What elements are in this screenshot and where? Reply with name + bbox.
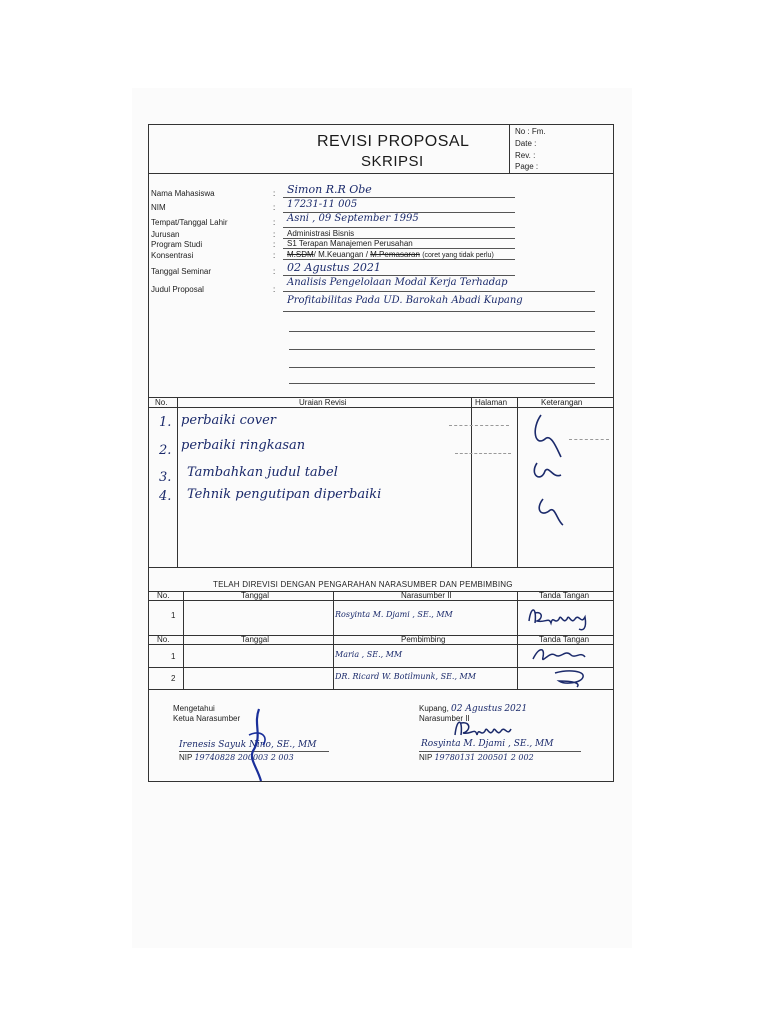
revisi-no-2: 2.	[159, 443, 172, 458]
revisi-item-1: perbaiki cover	[181, 413, 276, 428]
narasumber-label: Narasumber II	[419, 714, 470, 723]
keterangan-paraf-marks	[527, 409, 597, 529]
nama-label: Nama Mahasiswa	[151, 189, 215, 198]
ttl-value: Asni , 09 September 1995	[287, 213, 419, 224]
form-title-line2: SKRIPSI	[361, 153, 424, 170]
ttl-label: Tempat/Tanggal Lahir	[151, 218, 228, 227]
pemb-col-no: No.	[157, 635, 170, 644]
nara-footer-name: Rosyinta M. Djami , SE., MM	[421, 739, 554, 749]
meta-rev: Rev. :	[515, 151, 536, 160]
direvisi-heading: TELAH DIREVISI DENGAN PENGARAHAN NARASUMBER DAN PEMBIMBING	[213, 580, 513, 589]
pemb-col-name: Pembimbing	[401, 635, 446, 644]
pemb-row1-name: Maria , SE., MM	[335, 650, 403, 659]
nara-col-name: Narasumber II	[401, 591, 452, 600]
nara-row-name: Rosyinta M. Djami , SE., MM	[335, 610, 453, 619]
konsentrasi-label: Konsentrasi	[151, 251, 194, 260]
ketua-label: Ketua Narasumber	[173, 714, 241, 723]
pembimbing-signatures	[525, 643, 611, 689]
meta-page: Page :	[515, 162, 539, 171]
prodi-value: S1 Terapan Manajemen Perusahan	[287, 239, 413, 248]
nara-row-no: 1	[171, 611, 176, 620]
judul-label: Judul Proposal	[151, 285, 204, 294]
pemb-col-ttd: Tanda Tangan	[539, 635, 590, 644]
nara-col-ttd: Tanda Tangan	[539, 591, 590, 600]
ketua-signature	[209, 695, 299, 785]
revisi-no-3: 3.	[159, 470, 172, 485]
revisi-no-4: 4.	[159, 489, 172, 504]
revisi-col-halaman: Halaman	[475, 398, 508, 407]
nara-signature	[525, 601, 611, 633]
pemb-row1-no: 1	[171, 652, 176, 661]
konsentrasi-value: M.SDM/ M.Keuangan / M.Pemasaran (coret yang tidak perlu)	[287, 250, 494, 259]
meta-date: Date :	[515, 139, 537, 148]
nara-col-tanggal: Tanggal	[241, 591, 270, 600]
meta-no: No : Fm.	[515, 127, 546, 136]
revision-form: REVISI PROPOSAL SKRIPSI No : Fm. Date : Rev. : Page : Nama Mahasiswa : Simon R.R Obe NIM : 17231-11 005 Tempat/Tanggal Lahir : Asni , 09 September 1995 Jurusan : Administrasi Bisnis Program Studi : S1 Terapan Manajemen Perusahan Konsentrasi : M.SDM/ M.Keuangan / M.Pemasaran (coret yang tidak perlu) Tanggal Seminar : 02 Agustus 2021 Judul Proposal : Analisis Pengelolaan Modal Kerja Terhadap Profitabilitas Pada UD. Barokah Abadi Kupang No. Uraian Revisi Halaman Keterangan 1. perbaiki cover 2. perbaiki ringkasan 3. Tambahkan judul tabel 4. Tehnik pengutipan diperbaiki TELAH DIREVISI DENGAN PENGARAHAN NARASUMBER DAN PEMBIMBING No. Tanggal Narasumber II Tanda Tangan 1 Rosyinta M. Djami , SE., MM No. Tanggal Pembimbing Tanda Tangan 1 Maria , SE., MM 2 DR. Ricard W. Botilmunk, SE., MM Mengetahui Ketua Narasumber Irenesis Sayuk Nino, SE., MM NIP 19740828 200003 2 003 Kupang, 02 Agustus 2021 Narasumber II Rosyinta M. Djami , SE., MM NIP 19780131 200501 2 002	[148, 124, 614, 782]
nama-value: Simon R.R Obe	[287, 183, 372, 196]
jurusan-label: Jurusan	[151, 230, 180, 239]
nara-col-no: No.	[157, 591, 170, 600]
ketua-name: Irenesis Sayuk Nino, SE., MM	[179, 740, 317, 750]
revisi-col-keterangan: Keterangan	[541, 398, 583, 407]
revisi-item-4: Tehnik pengutipan diperbaiki	[187, 487, 382, 502]
mengetahui-label: Mengetahui	[173, 704, 215, 713]
nim-value: 17231-11 005	[287, 199, 358, 210]
ketua-nip: NIP 19740828 200003 2 003	[179, 753, 294, 762]
kupang-label: Kupang, 02 Agustus 2021	[419, 704, 528, 714]
prodi-label: Program Studi	[151, 240, 203, 249]
nim-label: NIM	[151, 203, 166, 212]
nara-footer-nip: NIP 19780131 200501 2 002	[419, 753, 534, 762]
pemb-col-tanggal: Tanggal	[241, 635, 270, 644]
seminar-value: 02 Agustus 2021	[287, 261, 381, 274]
pemb-row2-no: 2	[171, 674, 176, 683]
revisi-col-uraian: Uraian Revisi	[299, 398, 347, 407]
revisi-item-3: Tambahkan judul tabel	[187, 465, 338, 480]
judul-line1: Analisis Pengelolaan Modal Kerja Terhadap	[287, 277, 508, 288]
form-title-line1: REVISI PROPOSAL	[317, 133, 470, 150]
revisi-col-no: No.	[155, 398, 168, 407]
revisi-item-2: perbaiki ringkasan	[181, 438, 306, 453]
seminar-label: Tanggal Seminar	[151, 267, 212, 276]
jurusan-value: Administrasi Bisnis	[287, 229, 355, 238]
pemb-row2-name: DR. Ricard W. Botilmunk, SE., MM	[335, 672, 476, 681]
judul-line2: Profitabilitas Pada UD. Barokah Abadi Kupang	[287, 295, 523, 306]
revisi-no-1: 1.	[159, 415, 172, 430]
